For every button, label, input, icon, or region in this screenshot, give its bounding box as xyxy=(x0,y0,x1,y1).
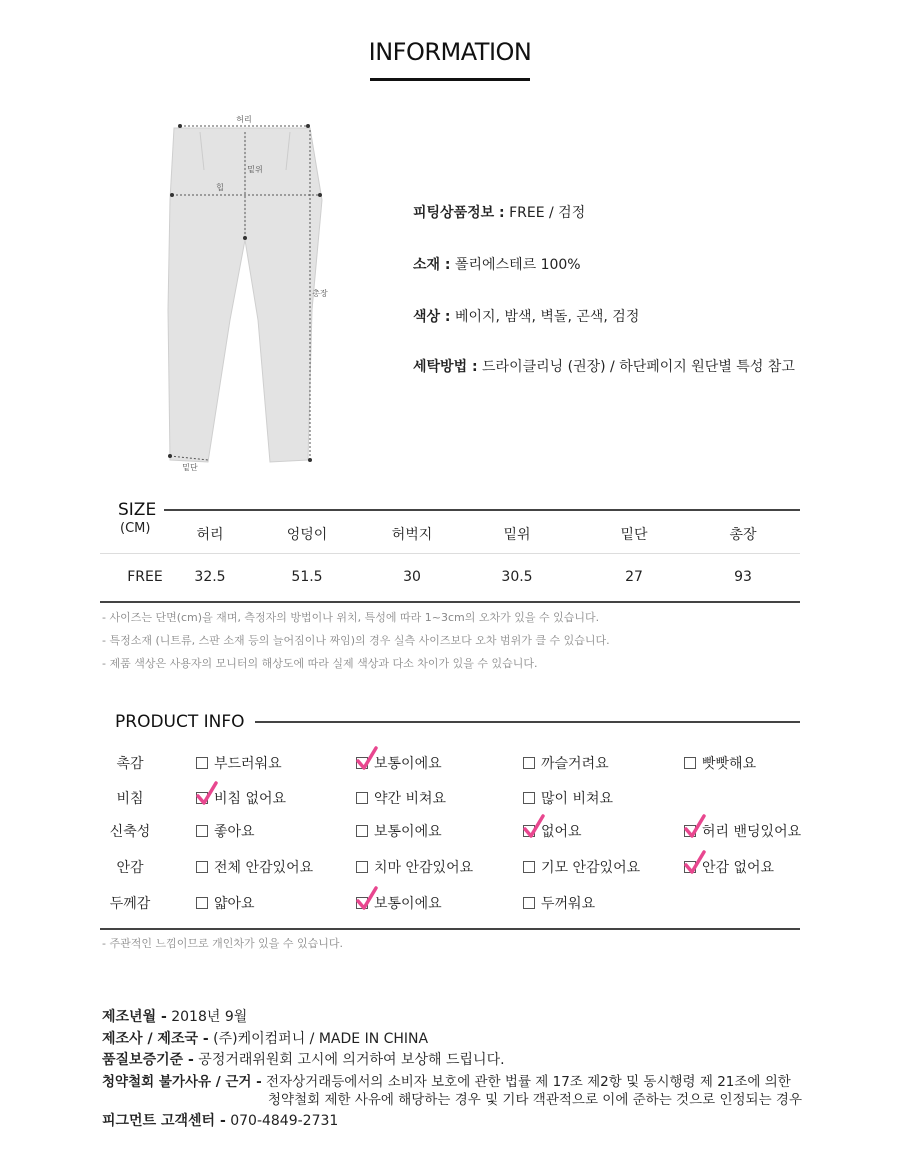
product-option-label: 두꺼워요 xyxy=(541,896,596,912)
rise-label: 밑위 xyxy=(247,165,263,174)
product-option-label: 부드러워요 xyxy=(214,756,282,772)
checkbox xyxy=(356,897,368,909)
product-row-label: 두께감 xyxy=(109,896,151,912)
footer-value: (주)케이컴퍼니 / MADE IN CHINA xyxy=(208,1031,429,1047)
page-title: INFORMATION xyxy=(368,38,532,66)
checkbox xyxy=(356,861,368,873)
checkbox xyxy=(196,792,208,804)
product-option-label: 빳빳해요 xyxy=(702,756,757,772)
size-row-label: FREE xyxy=(127,569,163,585)
product-option-label: 보통이에요 xyxy=(374,824,442,840)
product-row-label: 촉감 xyxy=(116,756,144,772)
product-top-rule xyxy=(255,721,800,723)
product-option xyxy=(523,753,609,773)
size-value: 51.5 xyxy=(291,569,323,585)
checkbox xyxy=(523,825,535,837)
size-unit: (CM) xyxy=(120,521,151,536)
checkbox xyxy=(196,897,208,909)
product-option-label: 까슬거려요 xyxy=(541,756,609,772)
footer-value: 청약철회 제한 사유에 해당하는 경우 및 기타 객관적으로 이에 준하는 것으로 인정되는 경우 xyxy=(268,1092,803,1108)
footer-label: 청약철회 불가사유 / 근거 - xyxy=(102,1074,262,1090)
footer-line xyxy=(102,1070,791,1090)
checkbox xyxy=(356,757,368,769)
size-note: - 특정소재 (니트류, 스판 소재 등의 늘어짐이나 짜임)의 경우 실측 사이즈보다 오차 범위가 클 수 있습니다. xyxy=(102,634,610,647)
footer-value: 2018년 9월 xyxy=(166,1009,248,1025)
info-label: 피팅상품정보 : xyxy=(413,205,505,221)
product-option xyxy=(196,893,255,913)
size-note: - 제품 색상은 사용자의 모니터의 해상도에 따라 실제 색상과 다소 차이가 있을 수 있습니다. xyxy=(102,657,538,670)
product-option-label: 많이 비쳐요 xyxy=(541,791,614,807)
size-divider xyxy=(100,553,800,554)
footer-label: 제조년월 - xyxy=(102,1009,167,1025)
title-underline xyxy=(370,78,530,81)
size-col-header: 허벅지 xyxy=(391,527,433,543)
product-heading: PRODUCT INFO xyxy=(115,712,245,732)
footer-label: 제조사 / 제조국 - xyxy=(102,1031,209,1047)
checkbox xyxy=(356,792,368,804)
product-option xyxy=(523,893,595,913)
waist-label: 허리 xyxy=(236,115,252,124)
product-option xyxy=(356,893,442,913)
product-option xyxy=(196,753,282,773)
footer-line xyxy=(102,1110,338,1130)
size-col-header: 밑단 xyxy=(620,527,648,543)
product-row-label: 안감 xyxy=(116,860,144,876)
size-value: 93 xyxy=(734,569,752,585)
info-colors xyxy=(413,306,639,326)
product-option xyxy=(196,788,286,808)
product-row-label: 비침 xyxy=(116,791,144,807)
size-value: 27 xyxy=(625,569,643,585)
size-col-header: 엉덩이 xyxy=(286,527,328,543)
size-col-header: 밑위 xyxy=(503,527,531,543)
checkmark-icon xyxy=(196,781,218,807)
info-value: FREE / 검정 xyxy=(504,205,586,221)
product-option-label: 보통이에요 xyxy=(374,896,442,912)
product-option xyxy=(523,821,582,841)
checkmark-icon xyxy=(523,814,545,840)
checkmark-icon xyxy=(684,814,706,840)
checkmark-icon xyxy=(684,850,706,876)
product-option xyxy=(684,821,801,841)
info-material xyxy=(413,254,581,274)
info-value: 폴리에스테르 100% xyxy=(450,257,581,273)
product-option xyxy=(356,788,446,808)
checkbox xyxy=(684,861,696,873)
product-option-label: 없어요 xyxy=(541,824,582,840)
pants-illustration xyxy=(160,110,340,480)
checkbox xyxy=(684,825,696,837)
product-option-label: 보통이에요 xyxy=(374,756,442,772)
checkbox xyxy=(196,757,208,769)
footer-label: 피그먼트 고객센터 - xyxy=(102,1113,226,1129)
product-option-label: 좋아요 xyxy=(214,824,255,840)
product-option xyxy=(196,821,255,841)
product-row-label: 신축성 xyxy=(109,824,151,840)
size-col-header: 총장 xyxy=(729,527,757,543)
checkbox xyxy=(196,861,208,873)
checkbox xyxy=(196,825,208,837)
footer-value: 공정거래위원회 고시에 의거하여 보상해 드립니다. xyxy=(193,1052,505,1068)
footer-line xyxy=(268,1088,802,1108)
checkbox xyxy=(523,897,535,909)
product-option-label: 허리 밴딩있어요 xyxy=(702,824,802,840)
info-value: 베이지, 밤색, 벽돌, 곤색, 검정 xyxy=(450,309,640,325)
product-note: - 주관적인 느낌이므로 개인차가 있을 수 있습니다. xyxy=(102,937,343,950)
info-washing xyxy=(413,356,795,376)
product-option-label: 비침 없어요 xyxy=(214,791,287,807)
size-heading: SIZE xyxy=(118,500,157,520)
footer-line xyxy=(102,1006,247,1026)
hem-label: 밑단 xyxy=(182,463,198,472)
checkbox xyxy=(523,792,535,804)
footer-value: 070-4849-2731 xyxy=(225,1113,339,1129)
info-label: 소재 : xyxy=(413,257,451,273)
size-bottom-rule xyxy=(100,601,800,603)
info-fitting xyxy=(413,202,585,222)
product-option-label: 약간 비쳐요 xyxy=(374,791,447,807)
checkbox xyxy=(523,757,535,769)
footer-line xyxy=(102,1049,505,1069)
product-option xyxy=(356,857,473,877)
hip-label: 힙 xyxy=(216,183,224,192)
product-option-label: 얇아요 xyxy=(214,896,255,912)
checkmark-icon xyxy=(356,886,378,912)
info-label: 세탁방법 : xyxy=(413,359,478,375)
product-option xyxy=(196,857,313,877)
product-option xyxy=(356,753,442,773)
product-option-label: 기모 안감있어요 xyxy=(541,860,641,876)
checkbox xyxy=(356,825,368,837)
checkbox xyxy=(523,861,535,873)
product-option xyxy=(684,753,756,773)
footer-label: 품질보증기준 - xyxy=(102,1052,194,1068)
size-top-rule xyxy=(164,509,800,511)
size-col-header: 허리 xyxy=(196,527,224,543)
checkmark-icon xyxy=(356,746,378,772)
product-option-label: 치마 안감있어요 xyxy=(374,860,474,876)
checkbox xyxy=(684,757,696,769)
size-note: - 사이즈는 단면(cm)을 재며, 측정자의 방법이나 위치, 특성에 따라 1~3cm의 오차가 있을 수 있습니다. xyxy=(102,611,600,624)
product-option xyxy=(356,821,442,841)
product-option-label: 전체 안감있어요 xyxy=(214,860,314,876)
size-value: 30 xyxy=(403,569,421,585)
footer-value: 전자상거래등에서의 소비자 보호에 관한 법률 제 17조 제2항 및 동시행령 제 21조에 의한 xyxy=(261,1074,791,1090)
product-option xyxy=(684,857,774,877)
size-value: 30.5 xyxy=(501,569,533,585)
footer-line xyxy=(102,1028,428,1048)
size-value: 32.5 xyxy=(194,569,226,585)
product-option xyxy=(523,788,613,808)
length-label: 총장 xyxy=(312,289,328,298)
pants-measurement-diagram xyxy=(160,110,340,480)
product-option-label: 안감 없어요 xyxy=(702,860,775,876)
product-bottom-rule xyxy=(100,928,800,930)
info-value: 드라이클리닝 (권장) / 하단페이지 원단별 특성 참고 xyxy=(477,359,795,375)
info-label: 색상 : xyxy=(413,309,451,325)
product-option xyxy=(523,857,640,877)
